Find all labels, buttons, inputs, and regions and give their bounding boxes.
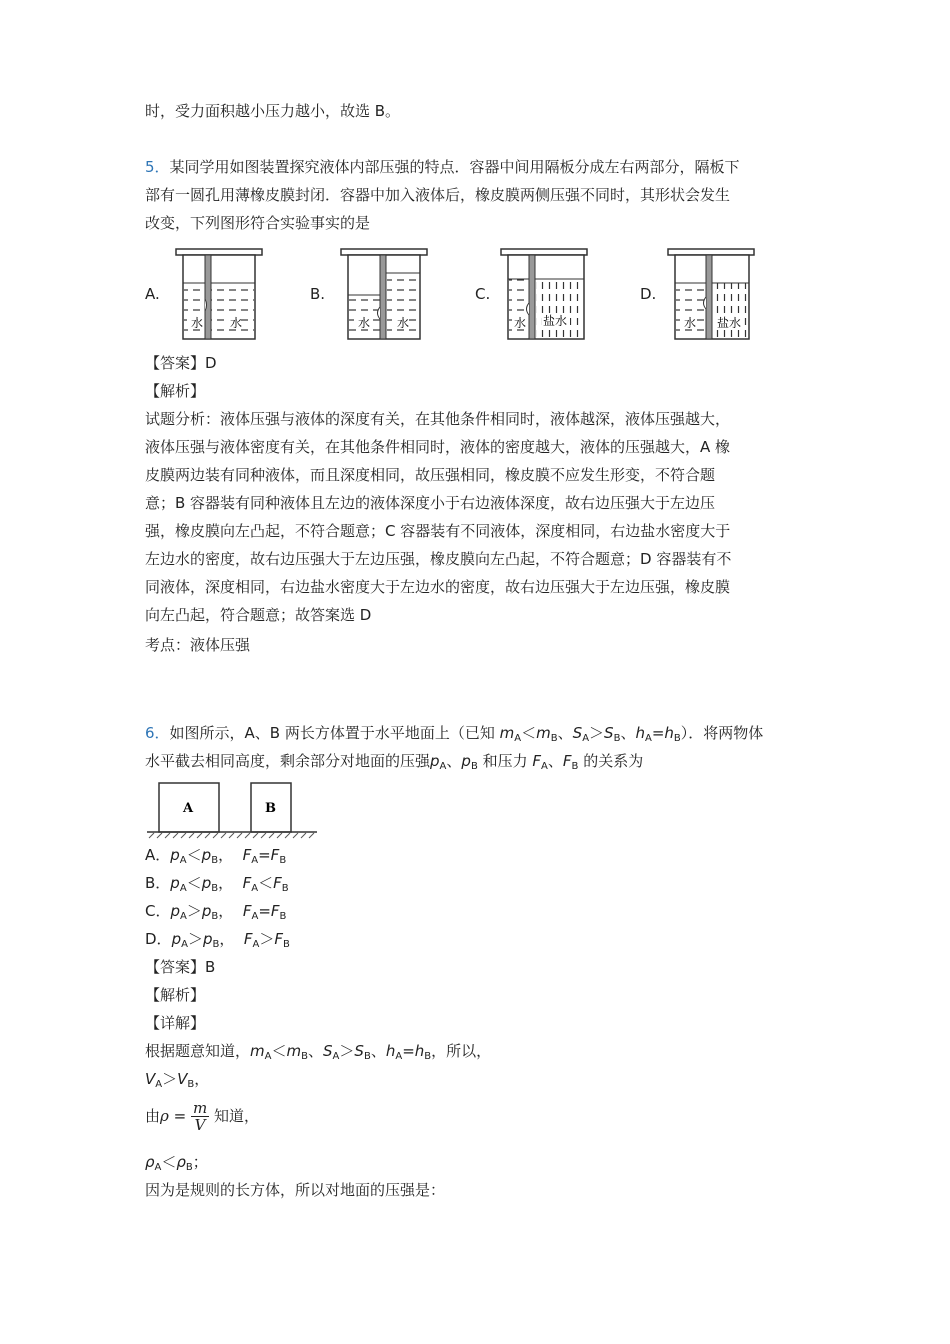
ground-hatching (149, 833, 314, 838)
q6-option-a: A．$p_A<p_B$， $F_A=F_B$ (145, 846, 287, 866)
q5-analysis-line-2: 液体压强与液体密度有关，在其他条件相同时，液体的密度越大，液体的压强越大，A 橡 (145, 438, 731, 456)
q5-analysis-line-4: 意；B 容器装有同种液体且左边的液体深度小于右边液体深度，故右边压强大于左边压 (145, 494, 716, 512)
q6-answer: 【答案】B (145, 958, 216, 976)
q5-d-right-liquid: 盐水 (717, 316, 742, 330)
q6-detail-heading: 【详解】 (145, 1014, 206, 1032)
q5-kaodian: 考点：液体压强 (145, 636, 251, 654)
q5-container-d (668, 249, 754, 339)
q5-container-c (501, 249, 587, 339)
q5-option-c-label: C. (475, 285, 491, 303)
q5-figures (0, 245, 950, 345)
q5-container-b (341, 249, 427, 339)
q5-answer: 【答案】D (145, 354, 217, 372)
q5-analysis-heading: 【解析】 (145, 382, 206, 400)
q5-option-d-label: D. (640, 285, 657, 303)
q5-stem-line-2: 部有一圆孔用薄橡皮膜封闭．容器中加入液体后，橡皮膜两侧压强不同时，其形状会发生 (145, 186, 731, 204)
density-fraction: $\frac{m}{V}$ (192, 1099, 208, 1134)
q5-stem-line-3: 改变，下列图形符合实验事实的是 (145, 214, 371, 232)
continuation-text: 时，受力面积越小压力越小，故选 B。 (145, 102, 401, 120)
q5-analysis-line-1: 试题分析：液体压强与液体的深度有关，在其他条件相同时，液体越深，液体压强越大， (145, 410, 731, 428)
q6-option-d: D．$p_A>p_B$， $F_A>F_B$ (145, 930, 290, 950)
q6-number: 6． (145, 724, 170, 742)
q6-stem-line-1: 6．如图所示，A、B 两长方体置于水平地面上（已知 $m_A<m_B$、$S_A>S_B$、$h_A=h_B$）．将两物体 (145, 724, 764, 744)
q5-analysis-line-8: 向左凸起，符合题意；故答案选 D (145, 606, 372, 624)
q5-b-right-liquid: 水 (397, 316, 410, 330)
q6-stem-line-2: 水平截去相同高度，剩余部分对地面的压强$p_A$、$p_B$ 和压力 $F_A$、$F_B$ 的关系为 (145, 752, 644, 772)
block-a-label: A (183, 801, 194, 816)
q5-a-left-liquid: 水 (191, 316, 204, 330)
block-b-label: B (265, 801, 276, 816)
q6-option-b: B．$p_A<p_B$， $F_A<F_B$ (145, 874, 289, 894)
q5-option-a-label: A. (145, 285, 160, 303)
q5-analysis-line-6: 左边水的密度，故右边压强大于左边压强，橡皮膜向左凸起，不符合题意；D 容器装有不 (145, 550, 732, 568)
q5-b-left-liquid: 水 (358, 316, 371, 330)
q5-option-b-label: B. (310, 285, 326, 303)
q6-figure (145, 780, 325, 840)
q5-a-right-liquid: 水 (230, 316, 243, 330)
q5-c-left-liquid: 水 (514, 316, 527, 330)
q6-last-line: 因为是规则的长方体，所以对地面的压强是： (145, 1181, 446, 1199)
q5-container-a (176, 249, 262, 339)
q5-analysis-line-3: 皮膜两边装有同种液体，而且深度相同，故压强相同，橡皮膜不应发生形变，不符合题 (145, 466, 716, 484)
q5-number: 5． (145, 158, 170, 176)
q6-density-formula: 由ρ = $\frac{m}{V}$ 知道， (145, 1099, 259, 1134)
q6-analysis-heading: 【解析】 (145, 986, 206, 1004)
q5-d-left-liquid: 水 (684, 316, 697, 330)
q5-stem-line-1: 5．某同学用如图装置探究液体内部压强的特点．容器中间用隔板分成左右两部分，隔板下 (145, 158, 740, 176)
q5-analysis-line-5: 强，橡皮膜向左凸起，不符合题意；C 容器装有不同液体，深度相同，右边盐水密度大于 (145, 522, 731, 540)
q6-option-c: C．$p_A>p_B$， $F_A=F_B$ (145, 902, 287, 922)
q6-density-relation: $\rho_A<\rho_B$； (145, 1153, 208, 1173)
q5-analysis-line-7: 同液体，深度相同，右边盐水密度大于左边水的密度，故右边压强大于左边压强，橡皮膜 (145, 578, 731, 596)
q6-detail-line-1: 根据题意知道，$m_A<m_B$、$S_A>S_B$、$h_A=h_B$，所以， (145, 1042, 492, 1062)
q6-volume-relation: $V_A>V_B$， (145, 1070, 210, 1090)
q5-c-right-liquid: 盐水 (543, 314, 568, 328)
